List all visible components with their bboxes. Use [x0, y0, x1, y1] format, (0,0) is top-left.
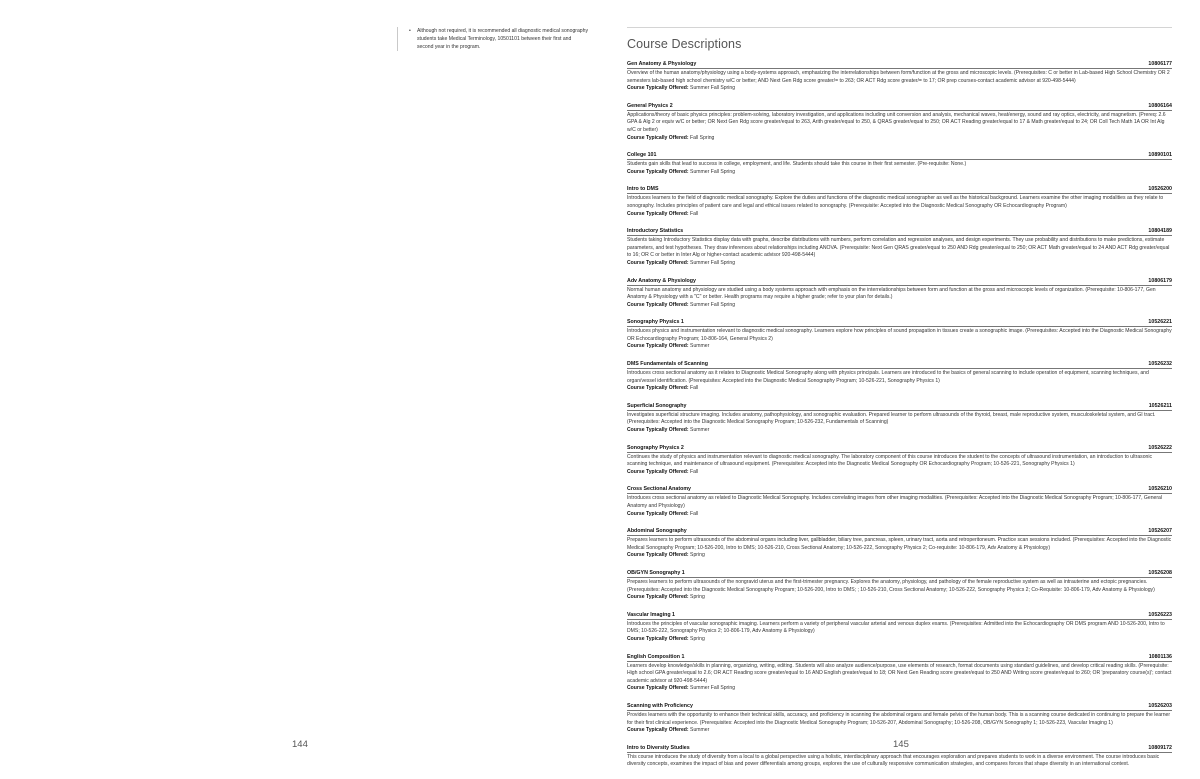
offered-label: Course Typically Offered:	[627, 134, 689, 141]
course-offered	[627, 135, 1172, 143]
course-header	[627, 361, 1172, 369]
course-entry	[627, 152, 1172, 176]
course-description: Introduces physics and instrumentation relevant to diagnostic medical sonography. Learners explore how principles of sound propagation in tissues create a sonographic image. (Prerequisites: Accepted into the Diagnostic Medical Sonography OR Echocardiography Program; 10-806-164, General Physics 2)	[627, 328, 1172, 342]
course-code: 10526200	[1148, 186, 1172, 193]
course-header	[627, 528, 1172, 536]
course-description: Learners develop knowledge/skills in planning, organizing, writing, editing. Students will also analyze audience/purpose, use elements of research, format documents using standard guidelines, and develop critical reading skills. (Prerequisite: High school GPA greater/equal to 2.6; OR ACT Reading score greater/equal to 16 AND English greater/equal to 18; OR Next Gen Reading score greater/equal to 250 AND Writing score greater/equal to 260; OR 'preparatory course(s)'; contact academic advisor at 920-498-5444)	[627, 662, 1172, 684]
course-description: Continues the study of physics and instrumentation relevant to diagnostic medical sonography. The laboratory component of this course introduces the student to the concepts of ultrasound instrumentation, an introduction to ultrasonic scanning technique, and maintenance of ultrasound equipment. (Prerequisites: Accepted into the Diagnostic Medical Sonography OR Echocardiography Program; 10-526-221, Sonography Physics 1)	[627, 453, 1153, 468]
course-entry	[627, 570, 1172, 602]
course-offered	[627, 260, 1172, 268]
course-entry	[627, 186, 1172, 218]
offered-terms: Summer Fall Spring	[690, 301, 736, 308]
course-offered	[627, 211, 1172, 219]
offered-label: Course Typically Offered:	[627, 343, 689, 350]
course-header	[627, 152, 1172, 160]
course-description: Provides learners with the opportunity to enhance their technical skills, accuracy, and proficiency in scanning the abdominal organs and female pelvis of the human body. This is a scanning course dedicated in continuing to prepare the learner for their first clinical experience. (Prerequisites: Accepted into the Diagnostic Medical Sonography Program; 10-526-207, Abdominal Sonography; 10-526-208, OB/GYN Sonography 1; 10-526-223, Vascular Imaging 1)	[627, 711, 1171, 726]
offered-label: Course Typically Offered:	[627, 385, 689, 392]
course-name: Introductory Statistics	[627, 228, 684, 235]
course-name: Adv Anatomy & Physiology	[627, 277, 696, 284]
top-divider	[627, 27, 1172, 28]
course-description: Introduces cross sectional anatomy as it relates to Diagnostic Medical Sonography along with physics principals. Learners are introduced to the basics of general scanning to include operation of equipment, scanning techniques, and organ/vessel identification. (Prerequisites: Accepted into the Diagnostic Medical Sonography Program; 10-526-221, Sonography Physics 1)	[627, 370, 1149, 384]
course-entry	[627, 361, 1172, 393]
course-code: 10801136	[1148, 653, 1172, 660]
course-code: 10804189	[1148, 228, 1172, 235]
offered-terms: Fall	[690, 468, 699, 475]
offered-terms: Fall	[690, 510, 699, 517]
offered-terms: Summer Fall Spring	[690, 685, 736, 692]
course-offered	[627, 511, 1172, 519]
page-number-right: 145	[893, 739, 909, 750]
course-description: Students taking Introductory Statistics display data with graphs, describe distributions with numbers, perform correlation and regression analyses, and design experiments. They use probability and distributions to make predictions, estimate parameters, and test hypotheses. They draw inferences about relationships including ANOVA. (Prerequisite: Next Gen QRAS greater/equal to 250 AND Rdg greater/equal to 250; OR ACT Math greater/equal to 24 AND ACT Rdg greater/equal to 16; OR C or better in Inter Alg or higher-contact academic advisor 920-498-5444)	[627, 237, 1170, 259]
offered-terms: Fall	[690, 385, 699, 392]
course-offered	[627, 85, 1172, 93]
offered-label: Course Typically Offered:	[627, 168, 689, 175]
course-description: Introduces cross sectional anatomy as related to Diagnostic Medical Sonography. Includes correlating images from other imaging modalities. (Prerequisites: Accepted into the Diagnostic Medical Sonography Program; 10-806-177, General Anatomy and Physiology)	[627, 495, 1163, 509]
note-text: Although not required, it is recommended all diagnostic medical sonography students take Medical Terminology, 10501101 between their first and second year in the program.	[417, 28, 589, 50]
course-offered	[627, 685, 1172, 693]
course-code: 10806179	[1148, 277, 1172, 284]
course-code: 10526221	[1148, 319, 1172, 326]
course-offered	[627, 552, 1172, 560]
course-name: Scanning with Proficiency	[627, 702, 693, 709]
offered-terms: Summer	[690, 343, 710, 350]
course-entry	[627, 703, 1172, 735]
course-code: 10890101	[1148, 152, 1172, 159]
course-header	[627, 103, 1172, 111]
offered-terms: Spring	[690, 552, 705, 559]
course-offered	[627, 469, 1172, 477]
course-code: 10806177	[1148, 61, 1172, 67]
course-header	[627, 186, 1172, 194]
left-page	[0, 0, 600, 776]
offered-label: Course Typically Offered:	[627, 727, 689, 734]
bullet-icon: •	[409, 28, 411, 34]
course-entry	[627, 486, 1172, 518]
offered-label: Course Typically Offered:	[627, 510, 689, 517]
offered-terms: Spring	[690, 635, 705, 642]
course-code: 10809172	[1148, 744, 1172, 751]
course-name: Superficial Sonography	[627, 402, 687, 409]
course-code: 10526222	[1148, 444, 1172, 451]
course-entry	[627, 654, 1172, 693]
offered-label: Course Typically Offered:	[627, 210, 689, 217]
course-description: Normal human anatomy and physiology are studied using a body systems approach with emphasis on the interrelationships between form and function at the gross and microscopic levels of organization. (Prerequisite: 10-806-177, Gen Anatomy & Physiology with a "C" or better. Health programs may require a higher grade; refer to your plan for details.)	[627, 286, 1156, 301]
course-offered	[627, 169, 1172, 177]
course-header	[627, 319, 1172, 327]
course-name: Gen Anatomy & Physiology	[627, 61, 697, 67]
course-name: DMS Fundamentals of Scanning	[627, 361, 708, 368]
course-code: 10526211	[1148, 402, 1172, 409]
offered-label: Course Typically Offered:	[627, 85, 689, 92]
course-header	[627, 703, 1172, 711]
course-code: 10526207	[1148, 528, 1172, 535]
course-entry	[627, 278, 1172, 310]
offered-terms: Fall	[690, 210, 699, 217]
course-offered	[627, 594, 1172, 602]
course-entry	[627, 319, 1172, 351]
offered-terms: Summer Fall Spring	[690, 259, 736, 266]
course-code: 10526232	[1148, 361, 1172, 368]
course-header	[627, 278, 1172, 286]
offered-label: Course Typically Offered:	[627, 552, 689, 559]
course-entry	[627, 61, 1172, 93]
course-description: Prepares learners to perform ultrasounds of the abdominal organs including liver, gallbladder, biliary tree, pancreas, spleen, urinary tract, aorta and retroperitoneum. Practice scan sessions included. (Prerequisites: Accepted into the Diagnostic Medical Sonography Program; 10-526-200, Intro to DMS; 10-526-210, Cross Sectional Anatomy; 10-526-222, Sonography Physics 2; Co-requisite: 10-806-179, Adv Anatomy & Physiology)	[627, 537, 1172, 551]
course-name: OB/GYN Sonography 1	[627, 569, 685, 576]
course-code: 10526208	[1148, 569, 1172, 576]
offered-label: Course Typically Offered:	[627, 594, 689, 601]
course-entry	[627, 403, 1172, 435]
course-list	[627, 61, 1172, 779]
course-header	[627, 445, 1172, 453]
offered-label: Course Typically Offered:	[627, 635, 689, 642]
course-name: Sonography Physics 2	[627, 444, 684, 451]
course-name: College 101	[627, 152, 657, 159]
course-entry	[627, 103, 1172, 142]
course-name: Cross Sectional Anatomy	[627, 486, 691, 493]
course-header	[627, 486, 1172, 494]
course-description: Prepares learners to perform ultrasounds of the nongravid uterus and the first-trimester pregnancy. Explores the anatomy, physiology, and pathology of the female reproductive system as well as intrauterine and ectopic pregnancies. (Prerequisites: Accepted into the Diagnostic Medical Sonography Program; 10-526-200, Intro to DMS; ; 10-526-210, Cross Sectional Anatomy; 10-526-222, Sonography Physics 2; Co-Requisite: 10-806-179, Adv Anatomy & Physiology)	[627, 578, 1155, 593]
course-name: Intro to DMS	[627, 186, 659, 193]
course-description: Introduces the principles of vascular sonographic imaging. Learners perform a variety of peripheral vascular arterial and venous duplex exams. (Prerequisites: Admitted into the Echocardiography OR DMS program AND 10-526-200, Intro to DMS; 10-526-222, Sonography Physics 2; 10-806-179, Adv Anatomy & Physiology)	[627, 620, 1165, 635]
course-header	[627, 228, 1172, 236]
offered-terms: Summer	[690, 427, 710, 434]
offered-label: Course Typically Offered:	[627, 468, 689, 475]
note-item	[409, 27, 589, 51]
course-header	[627, 612, 1172, 620]
offered-terms: Summer Fall Spring	[690, 85, 736, 92]
course-description: Students gain skills that lead to success in college, employment, and life. Students should take this course in their first semester. (Pre-requisite: None.)	[627, 161, 967, 168]
course-code: 10526203	[1148, 702, 1172, 709]
course-entry	[627, 228, 1172, 267]
offered-label: Course Typically Offered:	[627, 685, 689, 692]
recommendation-note	[397, 27, 589, 51]
offered-terms: Spring	[690, 594, 705, 601]
course-name: General Physics 2	[627, 102, 673, 109]
course-code: 10806164	[1148, 102, 1172, 109]
offered-label: Course Typically Offered:	[627, 301, 689, 308]
course-offered	[627, 427, 1172, 435]
course-code: 10526210	[1148, 486, 1172, 493]
course-offered	[627, 302, 1172, 310]
course-name: English Composition 1	[627, 653, 685, 660]
course-header	[627, 654, 1172, 662]
page-number-left: 144	[292, 739, 308, 750]
course-offered	[627, 727, 1172, 735]
page-title: Course Descriptions	[627, 37, 742, 51]
course-entry	[627, 612, 1172, 644]
course-offered	[627, 636, 1172, 644]
course-description: Introduces learners to the field of diagnostic medical sonography. Explore the duties and functions of the diagnostic medical sonographer as well as the historical background. Learners examine the other imaging modalities as they relate to sonography. Includes principles of patient care and legal and ethical issues related to sonography. (Prerequisite: Accepted into the Diagnostic Medical Sonography OR Echocardiography Program)	[627, 195, 1164, 209]
course-description: This course introduces the study of diversity from a local to a global perspective using a holistic, interdisciplinary approach that encourages exploration and prepares students to work in a diverse environment. The course introduces basic diversity concepts, examines the impact of bias and power differentials among groups, explores the use of culturally responsive communication strategies, and compares forces that shape diversity in an international context.	[627, 753, 1160, 768]
course-header	[627, 570, 1172, 578]
course-offered	[627, 343, 1172, 351]
course-name: Abdominal Sonography	[627, 528, 687, 535]
course-description: Overview of the human anatomy/physiology using a body-systems approach, emphasizing the interrelationships between form/function at the gross and microscopic levels. (Prerequisites: C or better in Lab-based High School Chemistry OR 2 semesters lab-based high school chemistry w/C or better; AND Next Gen Rdg score greater/= to 263; OR ACT Rdg score greater/= to 17; OR prep courses-contact academic advisor at 920-498-5444)	[627, 70, 1170, 84]
course-header	[627, 403, 1172, 411]
course-name: Intro to Diversity Studies	[627, 744, 690, 751]
course-description: Investigates superficial structure imaging. Includes anatomy, pathophysiology, and sonographic evaluation. Prepared learner to perform ultrasounds of the thyroid, breast, male reproductive system, musculoskeletal system, and GI tract. (Prerequisites: Accepted into the Diagnostic Medical Sonography Program; 10-526-232, Fundamentals of Scanning)	[627, 411, 1156, 426]
offered-terms: Summer Fall Spring	[690, 168, 736, 175]
offered-terms: Summer	[690, 727, 710, 734]
right-page	[600, 0, 1200, 776]
course-offered	[627, 385, 1172, 393]
course-description: Applications/theory of basic physics principles: problem-solving, laboratory investigation, and applications including unit conversion and analysis, mechanical waves, heat/energy, sound and ray optics, electricity, and magnetism. (Prereq: 2.6 GPA & Alg 2 or equiv w/C or better; OR Next Gen Rdg score greater/equal to 263, Arith greater/equal to 250, & QRAS greater/equal to 250; OR ACT Reading greater/equal to 17 & Math greater/equal to 24; OR Coll Tech Math 1A OR Int Alg w/C or better)	[627, 111, 1166, 133]
course-header	[627, 61, 1172, 69]
offered-label: Course Typically Offered:	[627, 259, 689, 266]
course-name: Sonography Physics 1	[627, 319, 684, 326]
offered-terms: Fall Spring	[690, 134, 715, 141]
course-entry	[627, 445, 1172, 477]
course-code: 10526223	[1148, 611, 1172, 618]
course-name: Vascular Imaging 1	[627, 611, 675, 618]
offered-label: Course Typically Offered:	[627, 427, 689, 434]
course-entry	[627, 528, 1172, 560]
